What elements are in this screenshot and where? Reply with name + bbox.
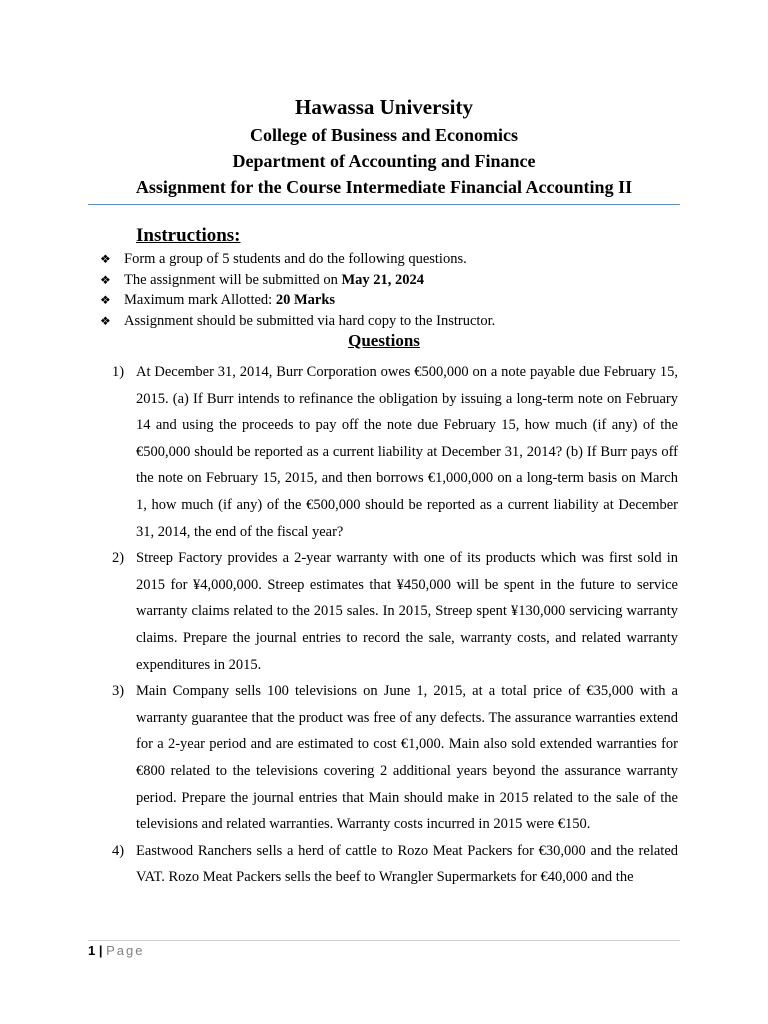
- instruction-text: Maximum mark Allotted: 20 Marks: [124, 292, 336, 308]
- department-name: Department of Accounting and Finance: [232, 151, 536, 171]
- question-number: 1): [112, 364, 125, 380]
- instruction-item: [100, 270, 700, 291]
- page-footer: [88, 943, 145, 958]
- footer-divider: [88, 940, 680, 941]
- document-header: [0, 92, 768, 200]
- diamond-bullet-icon: ❖: [100, 272, 111, 287]
- question-text: Streep Factory provides a 2-year warranty with one of its products which was first sold in 2015 for ¥4,000,000. Streep estimates that ¥450,000 will be spent in the future to service warranty claims related to the 2015 sales. In 2015, Streep spent ¥130,000 servicing warranty claims. Prepare the journal entries to record the sale, warranty costs, and related warranty expenditures in 2015.: [136, 550, 678, 673]
- question-text: At December 31, 2014, Burr Corporation owes €500,000 on a note payable due February 15, 2015. (a) If Burr intends to refinance the obligation by issuing a long-term note on February 14 and using the proceeds to pay off the note due February 15, how much (if any) of the €500,000 should be reported as a current liability at December 31, 2014? (b) If Burr pays off the note on February 15, 2015, and then borrows €1,000,000 on a long-term basis on March 1, how much (if any) of the €500,000 should be reported as a current liability at December 31, 2014, the end of the fiscal year?: [136, 364, 678, 540]
- footer-separator: |: [98, 943, 103, 958]
- instructions-heading: Instructions:: [136, 225, 241, 246]
- instructions-list: [100, 249, 700, 331]
- page-number: 1: [88, 943, 96, 958]
- diamond-bullet-icon: ❖: [100, 252, 111, 266]
- question-text: Main Company sells 100 televisions on June 1, 2015, at a total price of €35,000 with a warranty guarantee that the product was free of any defects. The assurance warranties extend for a 2-year period and are estimated to cost €1,000. Main also sold extended warranties for €800 related to the televisions covering 2 additional years beyond the assurance warranty period. Prepare the journal entries that Main should make in 2015 related to the sale of the televisions and related warranties. Warranty costs incurred in 2015 were €150.: [136, 683, 678, 833]
- diamond-bullet-icon: ❖: [100, 313, 111, 328]
- instruction-text: Form a group of 5 students and do the following questions.: [124, 251, 467, 267]
- question-number: 4): [112, 842, 125, 859]
- instruction-item: [100, 249, 700, 270]
- questions-list: [112, 359, 678, 891]
- instruction-text: Assignment should be submitted via hard copy to the Instructor.: [124, 312, 496, 329]
- assignment-title: Assignment for the Course Intermediate Financial Accounting II: [135, 177, 633, 197]
- instruction-item: [100, 290, 700, 311]
- max-mark: 20 Marks: [275, 292, 336, 308]
- college-name: College of Business and Economics: [249, 125, 519, 145]
- university-name: Hawassa University: [295, 95, 473, 119]
- diamond-bullet-icon: ❖: [100, 293, 111, 307]
- page-label: Page: [106, 943, 145, 958]
- instruction-item: [100, 311, 700, 332]
- question-number: 3): [112, 683, 125, 700]
- question-text: Eastwood Ranchers sells a herd of cattle to Rozo Meat Packers for €30,000 and the related VAT. Rozo Meat Packers sells the beef to Wrangler Supermarkets for €40,000 and the: [136, 842, 678, 886]
- question-item: [112, 545, 678, 678]
- question-item: [112, 359, 678, 545]
- questions-heading: Questions: [348, 331, 420, 350]
- question-item: [112, 838, 678, 891]
- instruction-text: The assignment will be submitted on May 21, 2024: [124, 271, 425, 288]
- header-divider: [88, 204, 680, 205]
- question-number: 2): [112, 550, 125, 567]
- submission-date: May 21, 2024: [341, 271, 425, 288]
- question-item: [112, 678, 678, 838]
